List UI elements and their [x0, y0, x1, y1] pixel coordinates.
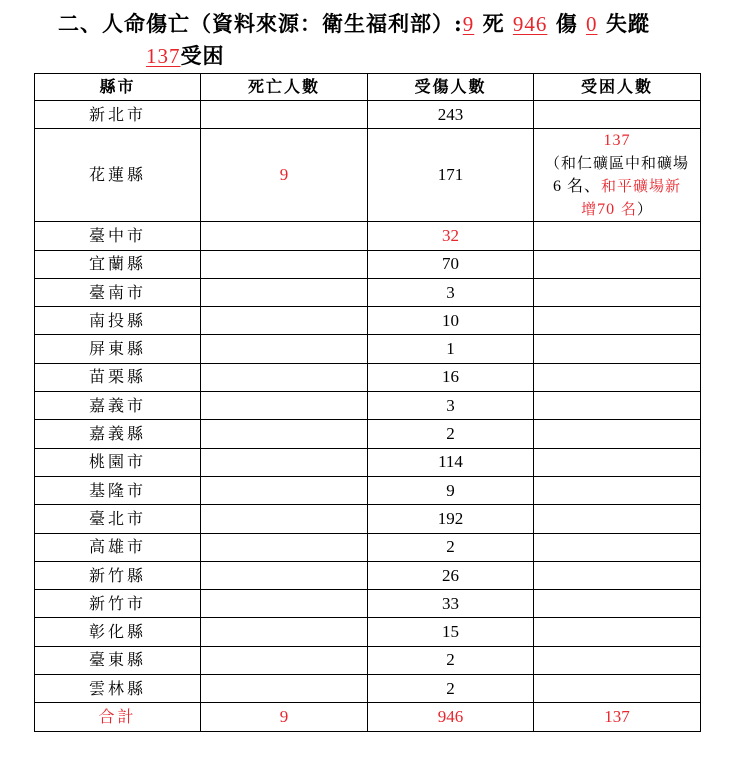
deaths-cell	[201, 278, 368, 306]
deaths-cell	[201, 363, 368, 391]
injured-cell: 2	[368, 420, 534, 448]
total-row	[35, 703, 701, 731]
table-row	[35, 101, 701, 129]
trapped-cell	[534, 307, 701, 335]
trapped-cell	[534, 590, 701, 618]
county-cell: 新竹市	[35, 590, 201, 618]
missing-count: 0	[586, 12, 598, 36]
table-row	[35, 250, 701, 278]
table-row	[35, 335, 701, 363]
injured-count: 946	[512, 12, 548, 36]
deaths-cell	[201, 335, 368, 363]
trapped-cell	[534, 335, 701, 363]
deaths-cell	[201, 675, 368, 703]
injured-cell: 32	[368, 222, 534, 250]
hualien-trapped-detail	[534, 129, 700, 221]
injured-cell: 2	[368, 646, 534, 674]
table-row	[35, 307, 701, 335]
county-cell: 桃園市	[35, 448, 201, 476]
trapped-cell	[534, 222, 701, 250]
header-injured: 受傷人數	[368, 74, 534, 101]
county-cell: 屏東縣	[35, 335, 201, 363]
deaths-label: 死	[482, 11, 505, 36]
trapped-count: 137	[146, 44, 181, 68]
deaths-cell	[201, 505, 368, 533]
heading-line-2	[146, 40, 225, 70]
injured-cell: 16	[368, 363, 534, 391]
county-cell: 臺南市	[35, 278, 201, 306]
trapped-note-line1: （和仁礦區中和礦場	[544, 154, 689, 173]
deaths-cell	[201, 307, 368, 335]
table-row	[35, 278, 701, 306]
injured-cell: 192	[368, 505, 534, 533]
injured-cell: 70	[368, 250, 534, 278]
table-row	[35, 646, 701, 674]
trapped-cell	[534, 420, 701, 448]
injured-cell: 1	[368, 335, 534, 363]
trapped-cell	[534, 675, 701, 703]
county-cell: 嘉義市	[35, 392, 201, 420]
trapped-note-line3-b: 名	[620, 200, 637, 219]
injured-cell: 3	[368, 392, 534, 420]
deaths-cell	[201, 250, 368, 278]
county-cell: 新北市	[35, 101, 201, 129]
injured-cell: 2	[368, 533, 534, 561]
table-row	[35, 129, 701, 222]
table-row	[35, 448, 701, 476]
trapped-note-line3-num: 70	[597, 201, 616, 219]
county-cell: 臺北市	[35, 505, 201, 533]
deaths-cell	[201, 448, 368, 476]
injured-cell: 171	[368, 129, 534, 222]
heading-prefix: 二、人命傷亡（資料來源：衛生福利部）:	[58, 11, 463, 36]
deaths-cell	[201, 590, 368, 618]
total-trapped: 137	[534, 703, 701, 731]
deaths-cell	[201, 618, 368, 646]
injured-cell: 26	[368, 561, 534, 589]
deaths-cell	[201, 533, 368, 561]
trapped-cell	[534, 533, 701, 561]
hualien-trapped-count: 137	[603, 132, 631, 150]
deaths-cell	[201, 101, 368, 129]
injured-cell: 10	[368, 307, 534, 335]
table-header-row	[35, 74, 701, 101]
table-row	[35, 420, 701, 448]
table-row	[35, 392, 701, 420]
trapped-note-line3-a: 增	[581, 200, 598, 219]
county-cell: 宜蘭縣	[35, 250, 201, 278]
trapped-cell	[534, 476, 701, 504]
total-injured: 946	[368, 703, 534, 731]
county-cell: 嘉義縣	[35, 420, 201, 448]
trapped-cell	[534, 561, 701, 589]
county-cell: 臺中市	[35, 222, 201, 250]
injured-cell: 2	[368, 675, 534, 703]
injured-cell: 243	[368, 101, 534, 129]
trapped-cell	[534, 618, 701, 646]
table-row	[35, 533, 701, 561]
trapped-note-line2-red: 和平礦場新	[601, 177, 682, 196]
table-row	[35, 222, 701, 250]
total-label: 合計	[35, 703, 201, 731]
casualty-heading	[0, 0, 742, 70]
table-row	[35, 561, 701, 589]
heading-line-1	[58, 8, 650, 38]
deaths-cell: 9	[201, 129, 368, 222]
casualty-table	[34, 73, 701, 732]
deaths-cell	[201, 646, 368, 674]
trapped-cell	[534, 363, 701, 391]
deaths-cell	[201, 420, 368, 448]
trapped-cell	[534, 646, 701, 674]
deaths-cell	[201, 476, 368, 504]
county-cell: 高雄市	[35, 533, 201, 561]
trapped-cell	[534, 392, 701, 420]
county-cell: 雲林縣	[35, 675, 201, 703]
table-row	[35, 476, 701, 504]
trapped-cell	[534, 505, 701, 533]
header-trapped: 受困人數	[534, 74, 701, 101]
table-row	[35, 363, 701, 391]
injured-cell: 114	[368, 448, 534, 476]
county-cell: 花蓮縣	[35, 129, 201, 222]
county-cell: 基隆市	[35, 476, 201, 504]
injured-cell: 3	[368, 278, 534, 306]
trapped-cell	[534, 278, 701, 306]
county-cell: 彰化縣	[35, 618, 201, 646]
deaths-cell	[201, 561, 368, 589]
header-county: 縣市	[35, 74, 201, 101]
injured-cell: 33	[368, 590, 534, 618]
trapped-note-line2-black: 6 名、	[552, 178, 601, 196]
table-row	[35, 675, 701, 703]
header-deaths: 死亡人數	[201, 74, 368, 101]
county-cell: 新竹縣	[35, 561, 201, 589]
trapped-label: 受困	[180, 43, 225, 68]
injured-cell: 15	[368, 618, 534, 646]
trapped-note-close: ）	[636, 200, 653, 219]
deaths-cell	[201, 392, 368, 420]
missing-label: 失蹤	[605, 11, 650, 36]
table-row	[35, 618, 701, 646]
trapped-cell	[534, 250, 701, 278]
county-cell: 臺東縣	[35, 646, 201, 674]
trapped-cell	[534, 129, 701, 222]
trapped-cell	[534, 448, 701, 476]
deaths-cell	[201, 222, 368, 250]
table-row	[35, 590, 701, 618]
county-cell: 南投縣	[35, 307, 201, 335]
injured-cell: 9	[368, 476, 534, 504]
deaths-count: 9	[462, 12, 475, 36]
total-deaths: 9	[201, 703, 368, 731]
county-cell: 苗栗縣	[35, 363, 201, 391]
table-row	[35, 505, 701, 533]
trapped-cell	[534, 101, 701, 129]
injured-label: 傷	[555, 11, 578, 36]
